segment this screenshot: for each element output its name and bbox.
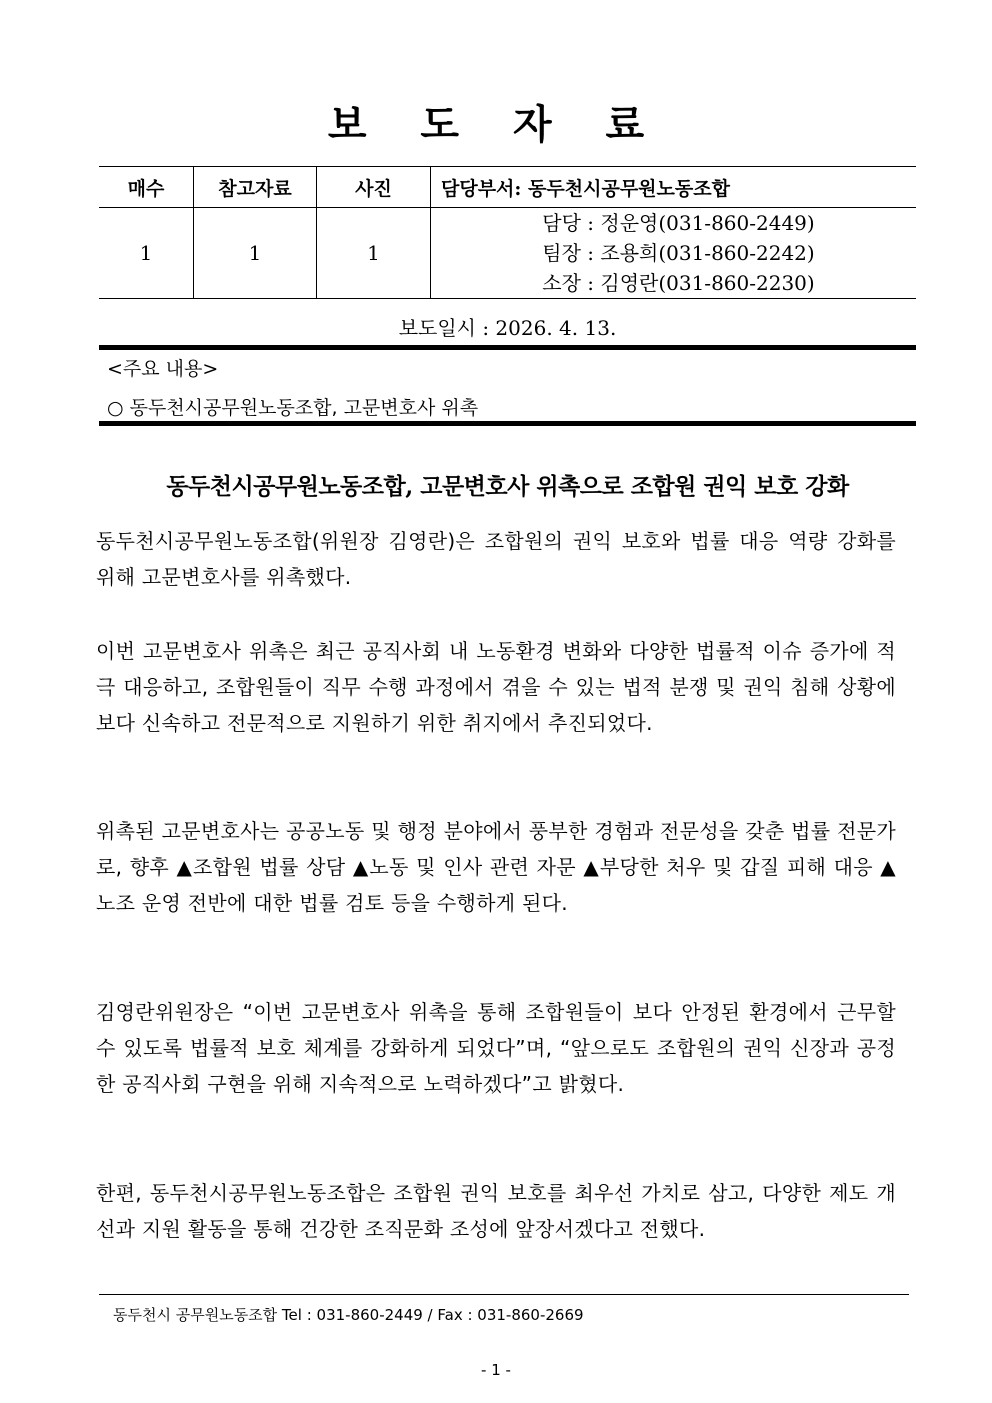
- summary-bottom-rule: [99, 421, 916, 426]
- summary-item: ○ 동두천시공무원노동조합, 고문변호사 위촉: [107, 397, 479, 419]
- summary-heading: <주요 내용>: [107, 358, 219, 380]
- info-table-header-row: [99, 167, 916, 208]
- paragraph-2: 이번 고문변호사 위촉은 최근 공직사회 내 노동환경 변화와 다양한 법률적 이슈 증가에 적극 대응하고, 조합원들이 직무 수행 과정에서 겪을 수 있는 법적 분쟁 및 권익 침해 상황에 보다 신속하고 전문적으로 지원하기 위한 취지에서 추진되었다.: [96, 639, 896, 735]
- value-pages: 1: [99, 208, 194, 299]
- release-date: 보도일시 : 2026. 4. 13.: [398, 316, 617, 340]
- document-title: 보 도 자 료: [327, 101, 665, 148]
- paragraph-1: 동두천시공무원노동조합(위원장 김영란)은 조합원의 권익 보호와 법률 대응 역량 강화를 위해 고문변호사를 위촉했다.: [96, 529, 896, 589]
- headline: 동두천시공무원노동조합, 고문변호사 위촉으로 조합원 권익 보호 강화: [166, 473, 849, 500]
- contact-director: 소장 : 김영란(031-860-2230): [542, 271, 815, 295]
- value-photos: 1: [317, 208, 431, 299]
- summary-top-rule: [99, 345, 916, 350]
- header-department: 담당부서: 동두천시공무원노동조합: [431, 167, 917, 208]
- header-pages: 매수: [99, 167, 194, 208]
- info-table-value-row: [99, 208, 916, 299]
- header-attachments: 참고자료: [194, 167, 317, 208]
- paragraph-4: 김영란위원장은 “이번 고문변호사 위촉을 통해 조합원들이 보다 안정된 환경에서 근무할 수 있도록 법률적 보호 체계를 강화하게 되었다”며, “앞으로도 조합원의 권익 신장과 공정한 공직사회 구현을 위해 지속적으로 노력하겠다”고 밝혔다.: [96, 1000, 896, 1096]
- paragraph-3: 위촉된 고문변호사는 공공노동 및 행정 분야에서 풍부한 경험과 전문성을 갖춘 법률 전문가로, 향후 ▲조합원 법률 상담 ▲노동 및 인사 관련 자문 ▲부당한 처우 및 갑질 피해 대응 ▲노조 운영 전반에 대한 법률 검토 등을 수행하게 된다.: [96, 819, 896, 915]
- page-number: - 1 -: [481, 1361, 511, 1379]
- contact-list: [431, 208, 917, 299]
- info-table: [99, 166, 916, 299]
- value-attachments: 1: [194, 208, 317, 299]
- paragraph-5: 한편, 동두천시공무원노동조합은 조합원 권익 보호를 최우선 가치로 삼고, 다양한 제도 개선과 지원 활동을 통해 건강한 조직문화 조성에 앞장서겠다고 전했다.: [96, 1181, 896, 1241]
- footer-contact: 동두천시 공무원노동조합 Tel : 031-860-2449 / Fax : 031-860-2669: [113, 1306, 584, 1324]
- footer-rule: [99, 1294, 909, 1295]
- contact-team-lead: 팀장 : 조용희(031-860-2242): [542, 241, 815, 265]
- header-photos: 사진: [317, 167, 431, 208]
- contact-manager: 담당 : 정운영(031-860-2449): [542, 211, 815, 235]
